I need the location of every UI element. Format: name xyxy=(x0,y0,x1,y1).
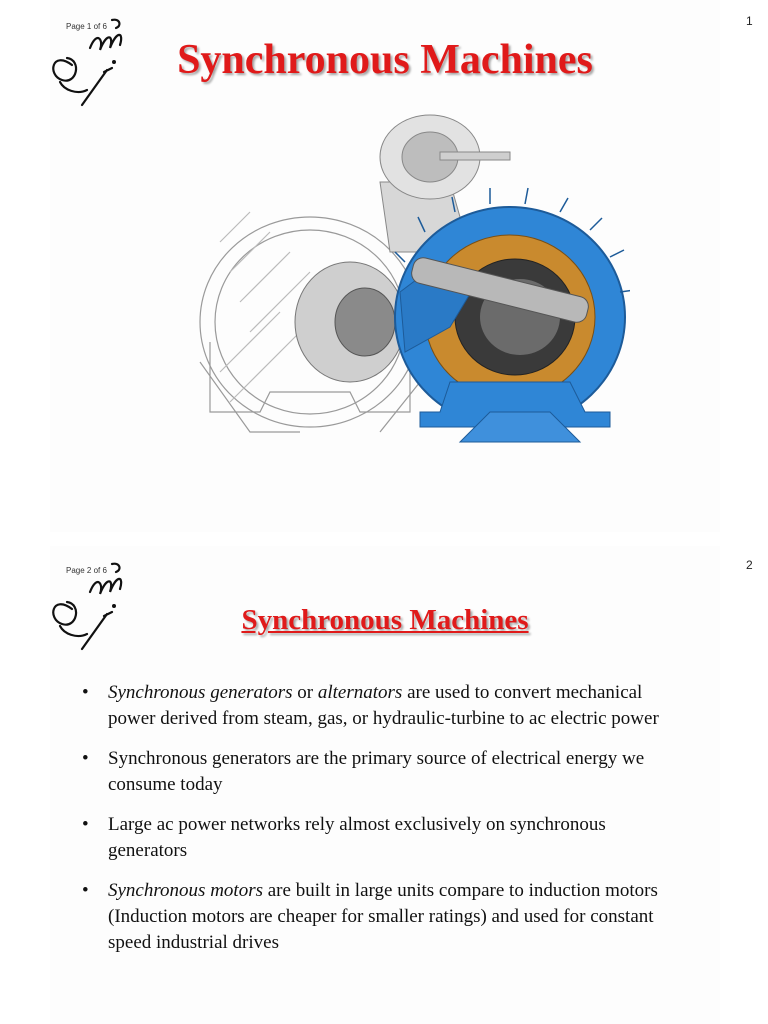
slide-title: Synchronous Machines xyxy=(241,604,529,636)
motor-illustration xyxy=(190,112,630,452)
bullet-item xyxy=(74,812,684,864)
slide-1 xyxy=(50,0,753,532)
bullet-text: Synchronous generators xyxy=(108,682,293,703)
bullet-marker: • xyxy=(82,880,89,901)
bullet-text: are built in large units compare to induction motors (Induction motors are cheaper for smaller ratings) and used for constant speed industrial drives xyxy=(108,880,658,953)
bullet-item xyxy=(74,878,684,956)
bullet-text: Large ac power networks rely almost exclusively on synchronous generators xyxy=(108,814,606,861)
bullet-text: Synchronous motors xyxy=(108,880,263,901)
bullet-marker: • xyxy=(82,748,89,769)
page-label: Page 2 of 6 xyxy=(66,566,107,575)
slide-number: 2 xyxy=(746,558,753,572)
slide-title: Synchronous Machines xyxy=(177,37,593,83)
bullet-marker: • xyxy=(82,814,89,835)
page-label: Page 1 of 6 xyxy=(66,22,107,31)
bullet-text: alternators xyxy=(317,682,403,703)
bullet-text: are used to convert mechanical power derived from steam, gas, or hydraulic-turbine to ac electric power xyxy=(108,682,659,729)
bullet-marker: • xyxy=(82,682,89,703)
slide-2 xyxy=(50,546,753,1024)
bullet-item xyxy=(74,680,684,732)
bullet-text: Synchronous generators are the primary source of electrical energy we consume today xyxy=(108,748,645,795)
bullet-item xyxy=(74,746,684,798)
slide-number: 1 xyxy=(746,14,753,28)
bullet-list xyxy=(74,680,684,970)
bullet-text: or xyxy=(292,682,318,703)
